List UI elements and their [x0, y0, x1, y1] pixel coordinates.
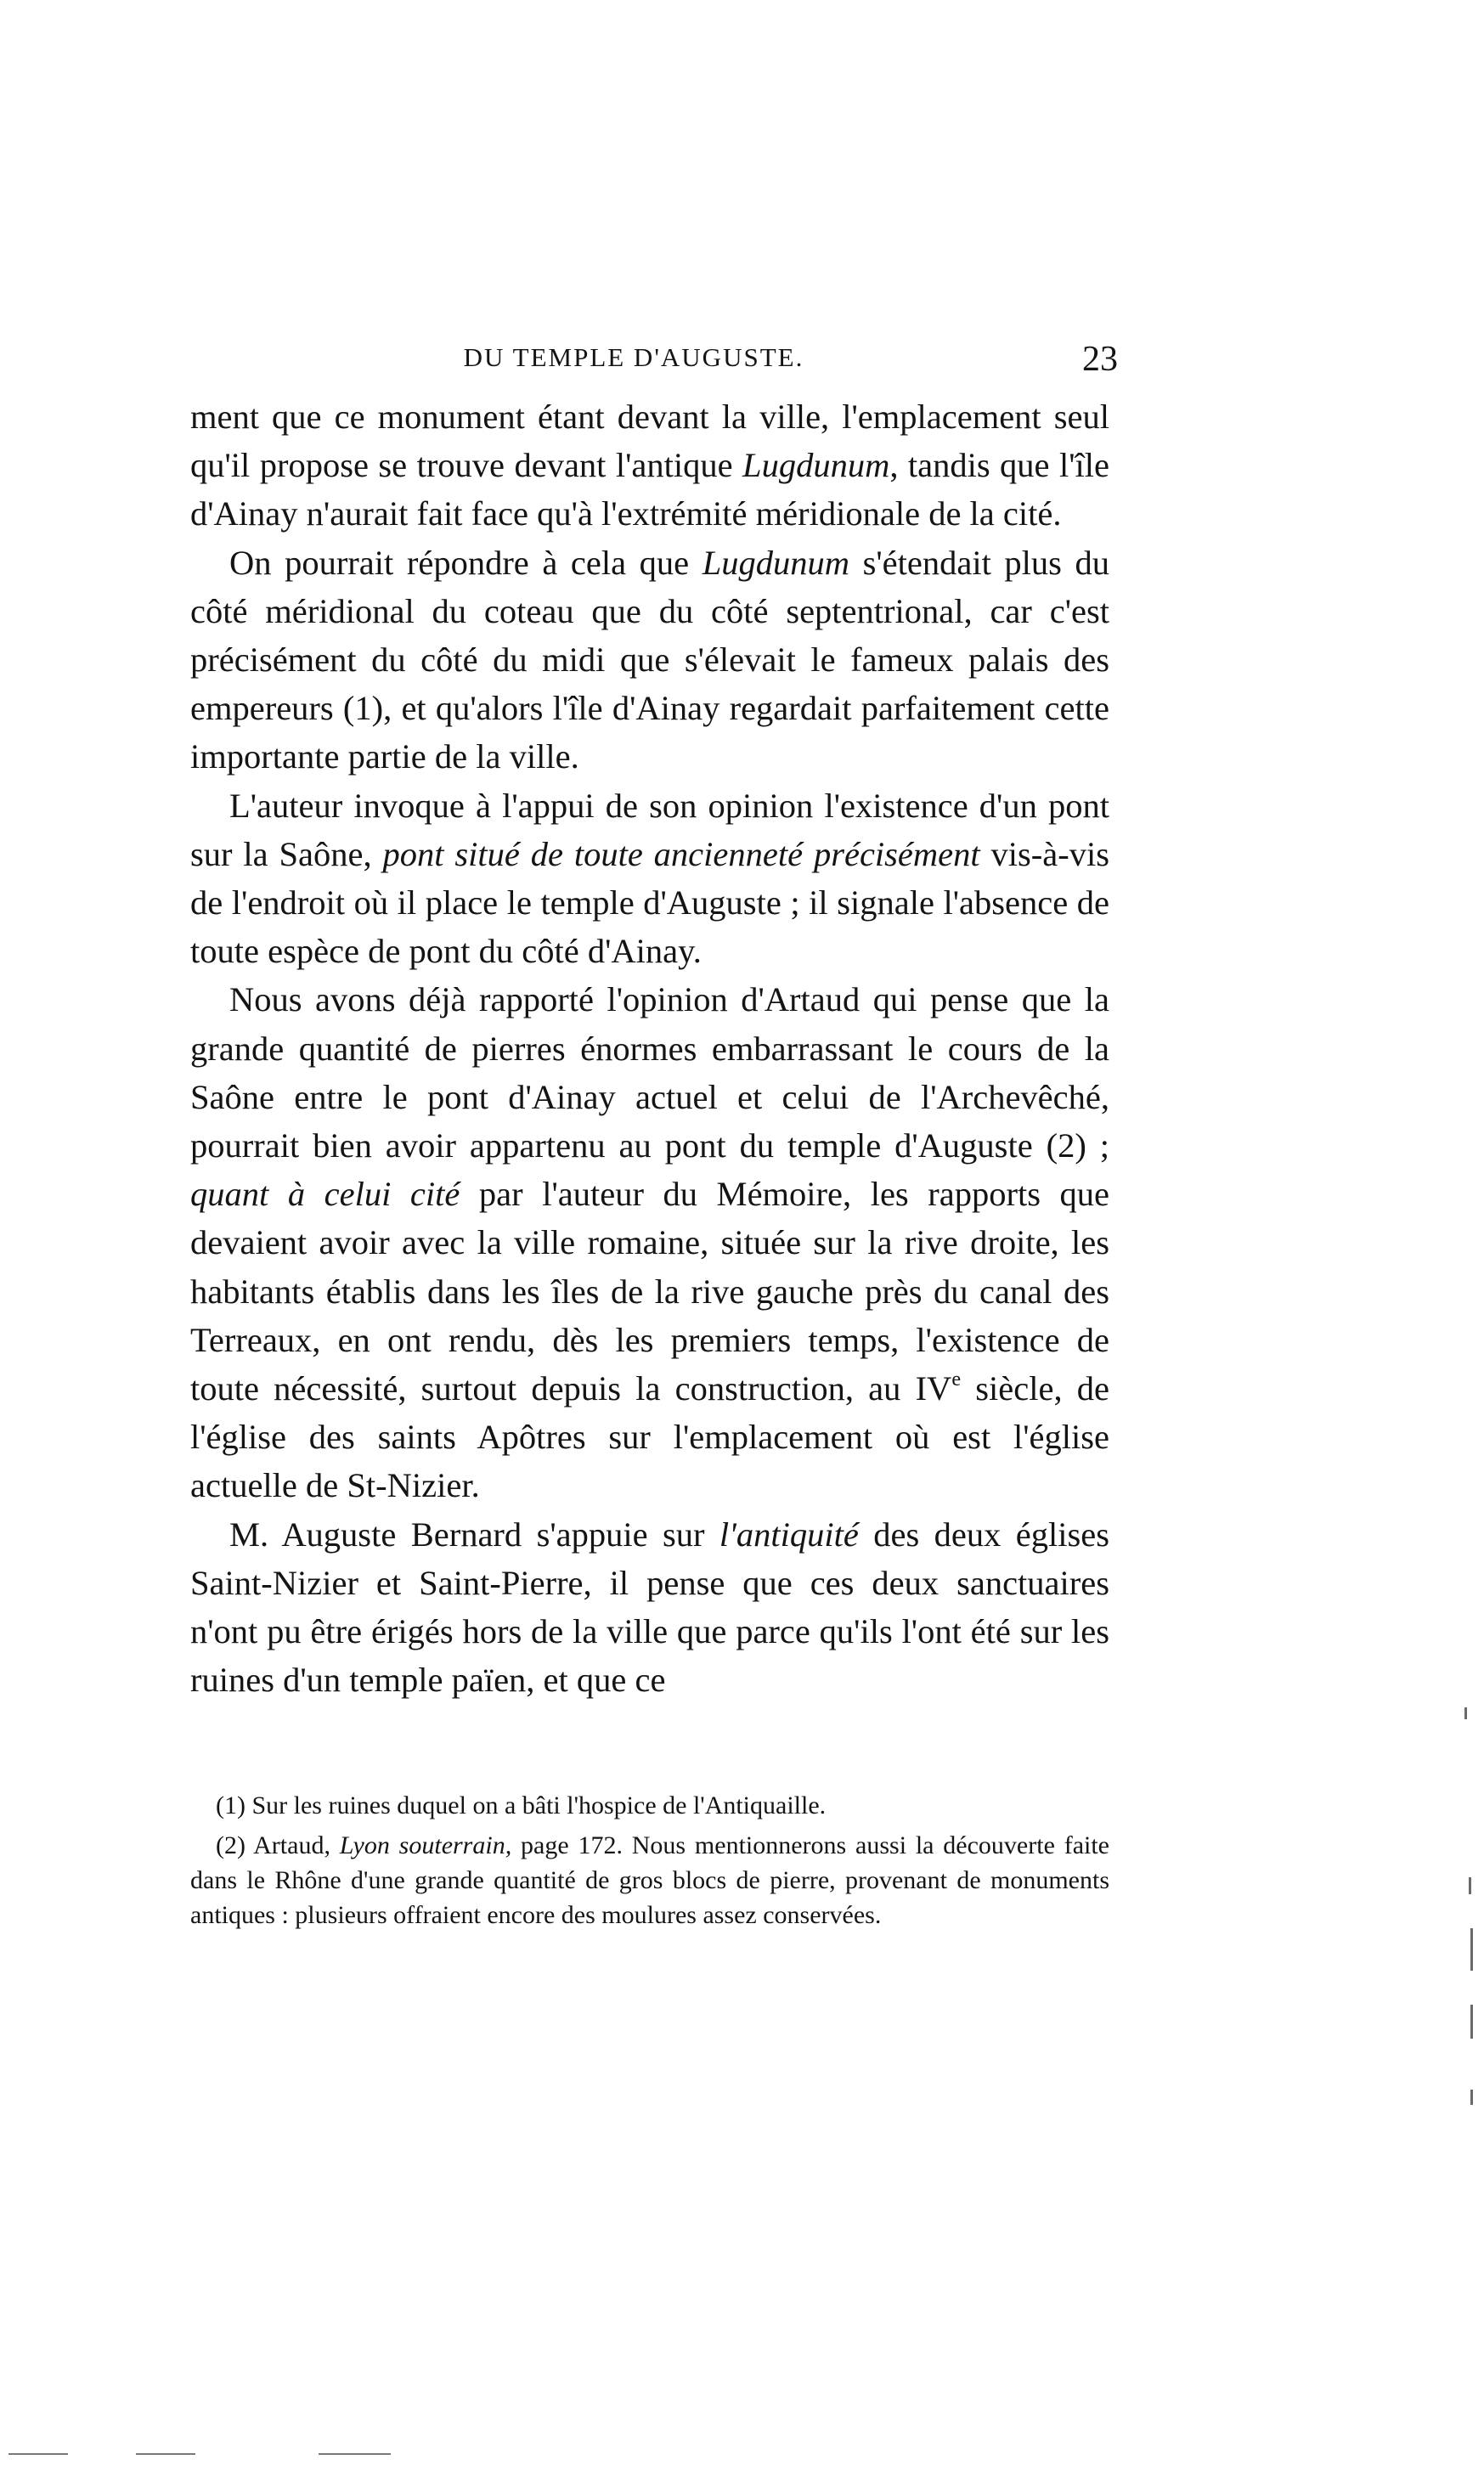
paragraph-2-text-c: s'étendait plus du côté méridional du coteau que du côté septentrional, car c'est précisément du côté du midi que s'élevait le fameux palais des empereurs (1), et qu'alors l'île d'Ainay regardait parfaitement cette importante partie de la ville.	[190, 543, 1109, 776]
paragraph-4-italic: quant à celui cité	[190, 1175, 460, 1214]
paragraph-1-text-a: ment que ce monument étant devant la ville, l'emplacement seul qu'il propose se trouve devant l'antique	[190, 398, 1109, 485]
footnote-2	[190, 1828, 1109, 1932]
paragraph-4-text-d: siècle, de l'église des saints Apôtres sur l'emplacement où est l'église actuelle de St-Nizier.	[190, 1369, 1110, 1505]
paragraph-3-italic: pont situé de toute ancienneté précisément	[382, 834, 980, 873]
margin-mark	[1470, 1928, 1473, 1971]
bottom-rule	[319, 2453, 391, 2455]
paragraph-5-text-c: des deux églises Saint-Nizier et Saint-Pierre, il pense que ces deux sanctuaires n'ont pu être érigés hors de la ville que parce qu'ils l'ont été sur les ruines d'un temple païen, et que ce	[190, 1515, 1109, 1700]
paragraph-4	[190, 975, 1109, 1509]
footnote-2-text-c: page 172. Nous mentionnerons aussi la découverte faite dans le Rhône d'une grande quantité de gros blocs de pierre, provenant de monuments antiques : plusieurs offraient encore des moulures assez conservées.	[190, 1831, 1109, 1929]
paragraph-5-text-a: M. Auguste Bernard s'appuie sur	[229, 1515, 719, 1554]
margin-mark	[1464, 1707, 1467, 1719]
page-header	[192, 342, 1118, 385]
margin-mark	[1470, 2005, 1473, 2039]
paragraph-3	[190, 781, 1109, 976]
paragraph-4-superscript: e	[951, 1368, 962, 1391]
paragraph-1-text-c: , tandis que l'île d'Ainay n'aurait fait face qu'à l'extrémité méridionale de la cité.	[190, 446, 1110, 533]
paragraph-3-text-a: L'auteur invoque à l'appui de son opinion l'existence d'un pont sur la Saône,	[190, 786, 1109, 873]
margin-mark	[1470, 2090, 1473, 2105]
bottom-rule	[8, 2453, 68, 2455]
bottom-rule	[136, 2453, 195, 2455]
footnote-1: (1) Sur les ruines duquel on a bâti l'hospice de l'Antiquaille.	[216, 1791, 827, 1819]
paragraph-3-text-c: vis-à-vis de l'endroit où il place le temple d'Auguste ; il signale l'absence de toute espèce de pont du côté d'Ainay.	[190, 834, 1109, 971]
paragraph-1	[190, 392, 1109, 539]
footnote-2-text-a: (2) Artaud,	[216, 1831, 340, 1859]
paragraph-1-italic: Lugdunum	[742, 446, 890, 485]
running-title: DU TEMPLE D'AUGUSTE.	[463, 342, 804, 372]
margin-mark	[1469, 1877, 1471, 1894]
page-number: 23	[1082, 340, 1118, 379]
paragraph-2-italic: Lugdunum	[702, 543, 849, 582]
paragraph-2-text-a: On pourrait répondre à cela que	[229, 543, 703, 582]
paragraph-5	[190, 1510, 1109, 1705]
paragraph-2	[190, 539, 1109, 781]
paragraph-5-italic: l'antiquité	[719, 1515, 859, 1554]
paragraph-4-text-c: par l'auteur du Mémoire, les rapports que devaient avoir avec la ville romaine, située sur la rive droite, les habitants établis dans les îles de la rive gauche près du canal des Terreaux, en ont rendu, dès les premiers temps, l'existence de toute nécessité, surtout depuis la construction, au IV	[190, 1175, 1109, 1408]
footnote-2-italic: Lyon souterrain,	[339, 1831, 512, 1859]
paragraph-4-text-a: Nous avons déjà rapporté l'opinion d'Artaud qui pense que la grande quantité de pierres énormes embarrassant le cours de la Saône entre le pont d'Ainay actuel et celui de l'Archevêché, pourrait bien avoir appartenu au pont du temple d'Auguste (2) ;	[190, 980, 1109, 1165]
body-text	[190, 392, 1109, 1704]
footnotes	[190, 1788, 1109, 1938]
